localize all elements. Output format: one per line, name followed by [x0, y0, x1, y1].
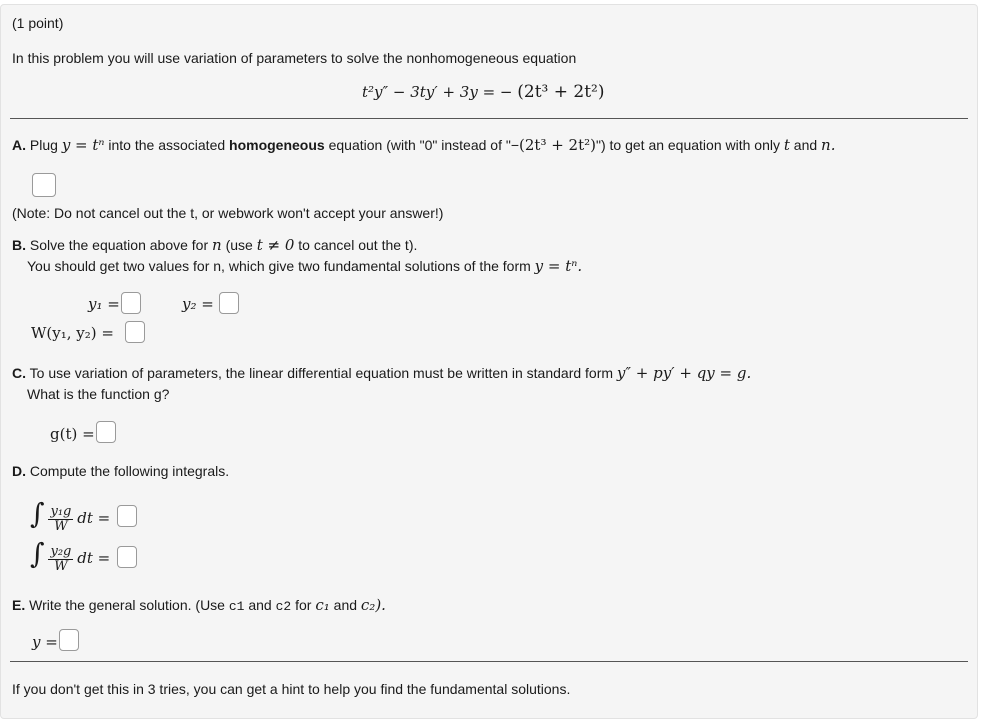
part-a-t3: equation (with "0" instead of "− — [328, 137, 520, 153]
part-a-and: and — [793, 137, 818, 153]
divider-top — [10, 118, 968, 119]
divider-bottom — [10, 661, 968, 662]
part-b-cond: t ≠ 0 — [256, 236, 295, 254]
fraction-1-num: y₁g — [50, 503, 72, 519]
part-e-text — [12, 596, 386, 616]
part-a-t2: into the associated — [108, 137, 226, 153]
part-e-and2: and — [333, 597, 358, 613]
part-a-note: (Note: Do not cancel out the t, or webwork won't accept your answer!) — [12, 205, 444, 221]
g-label: g(t) = — [50, 425, 95, 443]
fraction-2-num: y₂g — [50, 543, 72, 559]
integral-sign-2: ∫ — [30, 537, 45, 570]
part-a-expr: y = tⁿ — [61, 136, 105, 154]
part-c-form: y″ + py′ + qy = g. — [616, 364, 752, 382]
integral-2-dt: dt = — [77, 549, 111, 567]
part-b-line2 — [27, 257, 582, 275]
part-e-c2: c2 — [275, 599, 292, 614]
part-e-c1: c1 — [228, 599, 245, 614]
y-label: y = — [32, 633, 58, 651]
integral-1-input[interactable] — [117, 505, 137, 527]
g-input[interactable] — [96, 421, 116, 443]
part-b-t3: to cancel out the t). — [298, 237, 418, 253]
fraction-2 — [48, 545, 73, 574]
integral-1 — [30, 497, 111, 534]
y2-input[interactable] — [219, 292, 239, 314]
part-c-text — [12, 364, 751, 382]
fraction-1 — [48, 505, 73, 534]
general-solution-input[interactable] — [59, 629, 79, 651]
part-b-label: B. — [12, 237, 26, 253]
part-d-text — [12, 462, 229, 480]
wronskian-label: W(y₁, y₂) = — [31, 324, 114, 342]
main-equation — [362, 83, 605, 101]
integral-1-dt: dt = — [77, 509, 111, 527]
part-e-c1m: c₁ — [315, 596, 330, 614]
integral-sign-1: ∫ — [30, 497, 45, 530]
y2-label: y₂ = — [182, 295, 214, 313]
integral-2-input[interactable] — [117, 546, 137, 568]
fraction-2-den: W — [54, 558, 68, 574]
part-c-t1: To use variation of parameters, the linear differential equation must be written in standard form — [29, 365, 614, 381]
part-a-bold: homogeneous — [229, 137, 325, 153]
part-a-t4: ") to get an equation with only — [596, 137, 780, 153]
wronskian-input[interactable] — [125, 321, 145, 343]
part-b-form: y = tⁿ. — [534, 257, 583, 275]
integral-2 — [30, 537, 111, 574]
points-label: (1 point) — [12, 15, 64, 31]
part-d-body: Compute the following integrals. — [29, 463, 230, 479]
equation-rhs: (2t³ + 2t²) — [517, 82, 605, 102]
part-a-t-var: t — [783, 136, 790, 154]
part-c-line2: What is the function g? — [27, 386, 170, 402]
part-e-c2m: c₂). — [360, 596, 386, 614]
part-e-and: and — [248, 597, 272, 613]
part-a-t1: Plug — [29, 137, 58, 153]
part-c-label: C. — [12, 365, 26, 381]
part-e-t1: Write the general solution. (Use — [29, 597, 225, 613]
y1-input[interactable] — [121, 292, 141, 314]
equation-lhs: t²y″ − 3ty′ + 3y = − — [362, 83, 513, 101]
part-b-line2-text: You should get two values for n, which give two fundamental solutions of the form — [27, 258, 531, 274]
y1-label: y₁ = — [88, 295, 120, 313]
part-a-n-var: n. — [821, 136, 836, 154]
part-b-text — [12, 236, 417, 254]
part-b-t1: Solve the equation above for — [29, 237, 209, 253]
part-b-t2: (use — [225, 237, 253, 253]
part-a-text — [12, 136, 835, 154]
intro-text: In this problem you will use variation of parameters to solve the nonhomogeneous equation — [12, 50, 577, 66]
part-d-label: D. — [12, 463, 26, 479]
fraction-1-den: W — [54, 518, 68, 534]
hint-text: If you don't get this in 3 tries, you can get a hint to help you find the fundamental solutions. — [12, 681, 571, 697]
part-b-n: n — [212, 236, 222, 254]
part-a-rhs: (2t³ + 2t²) — [519, 136, 596, 154]
part-a-label: A. — [12, 137, 26, 153]
part-e-label: E. — [12, 597, 26, 613]
answer-a-input[interactable] — [32, 173, 56, 197]
part-e-for: for — [295, 597, 312, 613]
